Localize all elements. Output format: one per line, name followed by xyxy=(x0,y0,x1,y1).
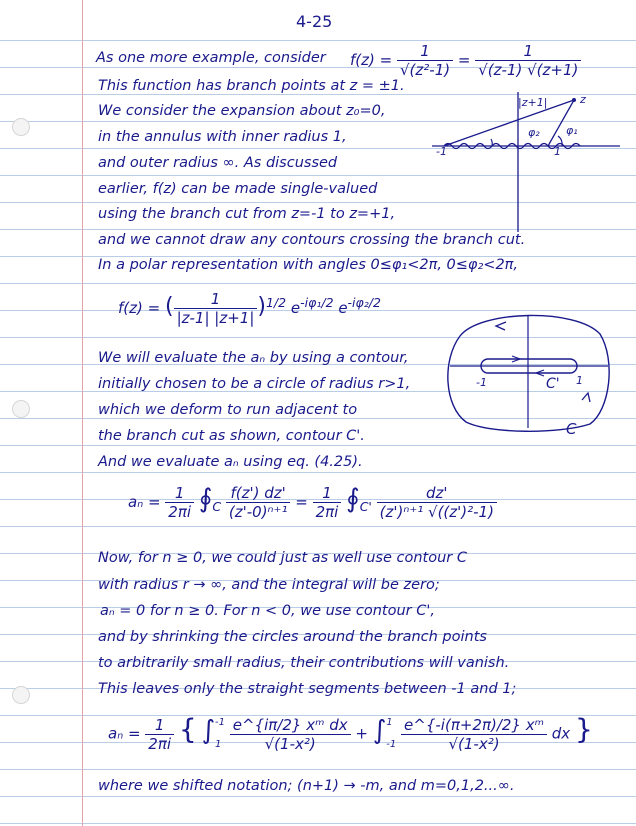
eq4-frac2 xyxy=(401,716,547,753)
text-line-20: This leaves only the straight segments between -1 and 1; xyxy=(98,681,517,697)
eq3-int2-sub: C' xyxy=(359,499,372,514)
eq4-int1-upper: -1 xyxy=(214,717,225,728)
eq3-num: f(z') dz' xyxy=(226,484,291,503)
page-number: 4-25 xyxy=(296,12,333,31)
eq2-den: |z-1| |z+1| xyxy=(176,309,255,327)
diagram1-right-tick: 1 xyxy=(554,145,561,158)
eq1-frac-2 xyxy=(475,42,581,79)
margin-line xyxy=(82,0,83,826)
eq4-lhs: aₙ = xyxy=(108,724,141,743)
eq3-pre2-num: 1 xyxy=(313,484,342,503)
eq4-int2-upper: 1 xyxy=(386,717,393,728)
diagram1-left-tick: -1 xyxy=(436,145,447,158)
eq4-num2: e^{-i(π+2π)/2} xᵐ xyxy=(401,716,547,735)
eq4-int1-lower: 1 xyxy=(214,739,222,750)
text-line-1: As one more example, consider xyxy=(96,50,326,66)
equation-3: aₙ = $\frac{1}{2\pi i}$ $∮_C$ $\frac{f(z') dz'}{\text{(z'-0)ⁿ⁺¹}}$ = $\frac{1}{2\pi i}$ $∮_{C'}$ $\frac{dz'}{\text{(z')ⁿ⁺¹ √((z')²-1)}}$ xyxy=(128,484,497,521)
diagram1-z-label: z xyxy=(580,93,586,106)
eq4-num1: e^{iπ/2} xᵐ dx xyxy=(230,716,351,735)
text-line-21: where we shifted notation; (n+1) → -m, and m=0,1,2...∞. xyxy=(98,778,515,794)
diagram1-r1-label: |z+1| xyxy=(518,96,548,109)
eq2-exp2: e xyxy=(338,299,348,317)
text-line-6: earlier, f(z) can be made single-valued xyxy=(98,181,378,197)
eq3-pre2-frac xyxy=(313,484,342,521)
text-line-10: We will evaluate the aₙ by using a contour, xyxy=(98,350,409,366)
text-line-9: In a polar representation with angles 0≤φ₁<2π, 0≤φ₂<2π, xyxy=(98,257,519,273)
eq3-pre2-den: 2πi xyxy=(315,503,339,521)
eq3-frac2 xyxy=(377,484,497,521)
eq1-num2: 1 xyxy=(475,42,581,61)
text-line-4: in the annulus with inner radius 1, xyxy=(98,129,347,145)
punch-hole xyxy=(12,118,30,136)
eq4-plus: + xyxy=(355,724,368,743)
contour-diagram xyxy=(440,306,616,436)
eq2-num: 1 xyxy=(174,290,258,309)
eq3-pre-frac xyxy=(165,484,194,521)
diagram2-c-label: C xyxy=(566,420,577,438)
eq2-power: 1/2 xyxy=(265,295,287,310)
equation-1 xyxy=(350,42,581,79)
eq2-frac xyxy=(174,290,258,327)
text-line-18: and by shrinking the circles around the branch points xyxy=(98,629,487,645)
diagram2-right-tick: 1 xyxy=(576,374,583,387)
eq4-pre-num: 1 xyxy=(145,716,174,735)
punch-hole xyxy=(12,686,30,704)
text-line-12: which we deform to run adjacent to xyxy=(98,402,358,418)
eq2-exp1: e xyxy=(290,299,301,317)
eq4-pre-frac xyxy=(145,716,174,753)
diagram2-left-tick: -1 xyxy=(476,376,487,389)
eq1-lhs: f(z) = xyxy=(350,51,393,69)
text-line-8: and we cannot draw any contours crossing the branch cut. xyxy=(98,232,526,248)
eq3-den: (z'-0)ⁿ⁺¹ xyxy=(228,503,288,521)
eq3-int-sub: C xyxy=(212,499,222,514)
eq4-right-brace: } xyxy=(574,712,593,746)
text-line-5: and outer radius ∞. As discussed xyxy=(98,155,338,171)
text-line-15: Now, for n ≥ 0, we could just as well use contour C xyxy=(98,550,467,566)
eq3-lhs: aₙ = xyxy=(128,493,161,511)
text-line-13: the branch cut as shown, contour C'. xyxy=(98,428,365,444)
diagram1-phi1-label: φ₁ xyxy=(566,124,578,137)
eq4-dx: dx xyxy=(551,724,571,743)
equation-4: aₙ = $\frac{1}{2\pi i}$ { ∫ -1 1 $\frac{\text{e\textasciicircum{}\{iπ/2\} xᵐ dx}}{\text{√(1-x²)}}$ + ∫ 1 -1 $\frac{\text{e\textasciicircum{}\{-i(π+2π)/2\} xᵐ}}{\text{√(1-x²)}}$ dx } xyxy=(108,712,593,756)
eq1-num1: 1 xyxy=(397,42,453,61)
eq4-int2-lower: -1 xyxy=(386,739,397,750)
text-line-11: initially chosen to be a circle of radius r>1, xyxy=(98,376,411,392)
text-line-19: to arbitrarily small radius, their contributions will vanish. xyxy=(98,655,510,671)
eq1-den2: √(z-1) √(z+1) xyxy=(478,61,579,79)
text-line-16: with radius r → ∞, and the integral will be zero; xyxy=(98,577,440,593)
eq4-frac1 xyxy=(230,716,351,753)
text-line-7: using the branch cut from z=-1 to z=+1, xyxy=(98,206,396,222)
eq3-frac xyxy=(226,484,291,521)
eq2-exp1-sup: -iφ₁/2 xyxy=(300,295,334,310)
eq3-den2: (z')ⁿ⁺¹ √((z')²-1) xyxy=(379,503,494,521)
eq3-pre-den: 2πi xyxy=(168,503,192,521)
text-line-14: And we evaluate aₙ using eq. (4.25). xyxy=(98,454,363,470)
diagram2-cprime-label: C' xyxy=(546,376,560,392)
eq4-pre-den: 2πi xyxy=(148,734,172,753)
eq1-den1: √(z²-1) xyxy=(399,61,451,79)
eq3-pre-num: 1 xyxy=(165,484,194,503)
eq3-num2: dz' xyxy=(377,484,497,503)
eq1-eqsign: = xyxy=(457,51,471,69)
equation-2: f(z) = ( $\frac{1}{|z-1| |z+1|}$ )$^{1/2}$ $e^{-i\varphi_1/2}$ $e^{-i\varphi_2/2}$ xyxy=(118,290,381,327)
text-line-17: aₙ = 0 for n ≥ 0. For n < 0, we use contour C', xyxy=(100,603,435,619)
text-line-2: This function has branch points at z = ±1. xyxy=(98,78,405,94)
eq3-eqsign: = xyxy=(295,493,308,511)
eq4-den2: √(1-x²) xyxy=(448,734,500,753)
diagram1-phi2-label: φ₂ xyxy=(528,126,540,139)
eq4-left-brace: { xyxy=(178,712,197,746)
eq4-den1: √(1-x²) xyxy=(264,734,316,753)
eq2-lhs: f(z) = xyxy=(118,299,161,317)
eq2-exp2-sup: -iφ₂/2 xyxy=(347,295,381,310)
eq1-frac-1 xyxy=(397,42,453,79)
text-line-3: We consider the expansion about z₀=0, xyxy=(98,103,386,119)
punch-hole xyxy=(12,400,30,418)
